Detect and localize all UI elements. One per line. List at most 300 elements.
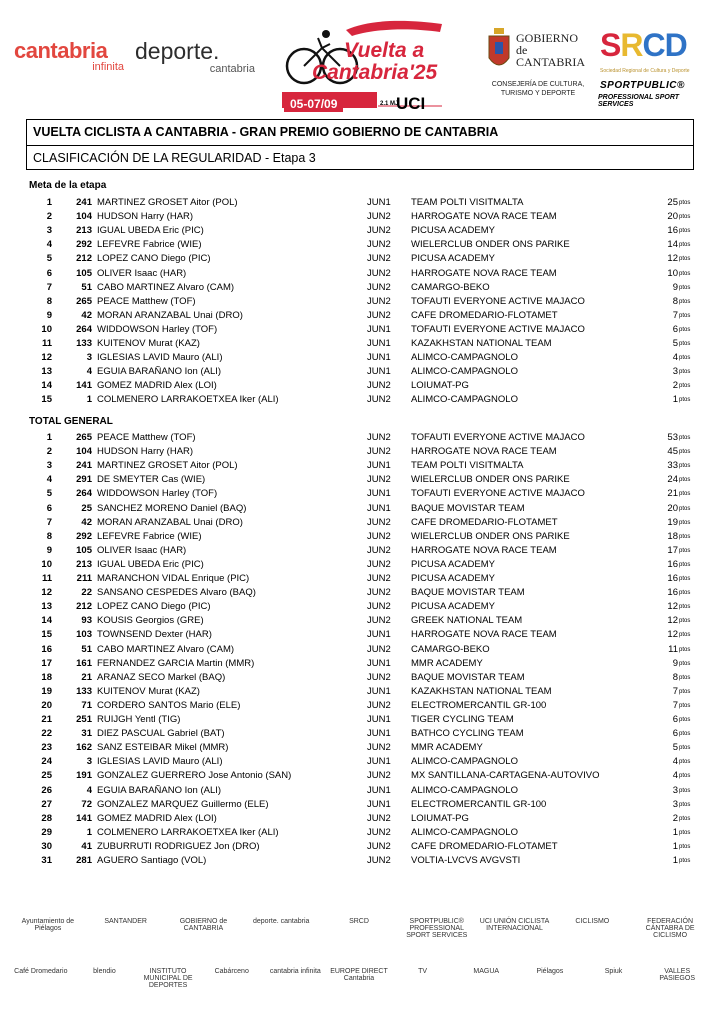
general-section-title: TOTAL GENERAL	[29, 416, 113, 427]
srcd-subtitle: Sociedad Regional de Cultura y Deporte	[600, 68, 690, 74]
position-cell: 8	[46, 295, 52, 307]
points-unit: ptos	[679, 561, 691, 568]
points-cell: 3	[672, 366, 678, 378]
team-name-cell: HARROGATE NOVA RACE TEAM	[411, 629, 557, 641]
document-title: VUELTA CICLISTA A CANTABRIA - GRAN PREMIO GOBIERNO DE CANTABRIA	[27, 120, 693, 146]
vuelta-title-line2: Cantabria'25	[312, 61, 438, 84]
category-cell: JUN2	[367, 211, 391, 223]
team-name-cell: LOIUMAT-PG	[411, 812, 469, 824]
points-unit: ptos	[679, 242, 691, 249]
team-name-cell: HARROGATE NOVA RACE TEAM	[411, 211, 557, 223]
bib-number-cell: 104	[76, 211, 92, 223]
points-cell: 5	[672, 742, 678, 754]
points-unit: ptos	[679, 745, 691, 752]
category-cell: JUN2	[367, 309, 391, 321]
position-cell: 7	[46, 281, 52, 293]
bib-number-cell: 93	[81, 615, 92, 627]
rider-name-cell: GONZALEZ MARQUEZ Guillermo (ELE)	[97, 798, 269, 810]
rider-name-cell: LEFEVRE Fabrice (WIE)	[97, 530, 202, 542]
result-row	[0, 238, 724, 252]
rider-name-cell: DIEZ PASCUAL Gabriel (BAT)	[97, 728, 225, 740]
position-cell: 8	[46, 530, 52, 542]
team-name-cell: KAZAKHSTAN NATIONAL TEAM	[411, 338, 552, 349]
rider-name-cell: RUIJGH Yentl (TIG)	[97, 714, 181, 725]
document-subtitle: CLASIFICACIÓN DE LA REGULARIDAD - Etapa 3	[33, 151, 316, 165]
points-unit: ptos	[679, 632, 691, 639]
rider-name-cell: COLMENERO LARRAKOETXEA Iker (ALI)	[97, 394, 279, 406]
points-cell: 19	[667, 516, 678, 528]
team-name-cell: WIELERCLUB ONDER ONS PARIKE	[411, 530, 570, 542]
points-cell: 2	[672, 380, 678, 392]
points-cell: 18	[667, 530, 678, 542]
bib-number-cell: 4	[86, 784, 92, 796]
result-row	[0, 365, 724, 379]
rider-name-cell: LEFEVRE Fabrice (WIE)	[97, 239, 202, 251]
position-cell: 5	[46, 253, 52, 265]
rider-name-cell: SANZ ESTEIBAR Mikel (MMR)	[97, 742, 229, 754]
team-name-cell: ALIMCO-CAMPAGNOLO	[411, 784, 518, 796]
position-cell: 28	[41, 812, 52, 824]
bib-number-cell: 25	[81, 502, 92, 514]
result-row	[0, 643, 724, 657]
points-unit: ptos	[679, 843, 691, 850]
category-cell: JUN2	[367, 601, 391, 613]
position-cell: 29	[41, 826, 52, 838]
position-cell: 11	[41, 338, 52, 349]
position-cell: 6	[46, 502, 52, 514]
team-name-cell: MX SANTILLANA-CARTAGENA-AUTOVIVO	[411, 770, 600, 782]
category-cell: JUN1	[367, 323, 391, 335]
position-cell: 3	[46, 460, 52, 472]
rider-name-cell: OLIVER Isaac (HAR)	[97, 267, 187, 279]
position-cell: 9	[46, 309, 52, 321]
category-cell: JUN1	[367, 502, 391, 514]
team-name-cell: WIELERCLUB ONDER ONS PARIKE	[411, 239, 570, 251]
team-name-cell: HARROGATE NOVA RACE TEAM	[411, 446, 557, 458]
category-cell: JUN2	[367, 573, 391, 584]
points-cell: 9	[672, 281, 678, 293]
points-unit: ptos	[679, 660, 691, 667]
points-unit: ptos	[679, 717, 691, 723]
team-name-cell: HARROGATE NOVA RACE TEAM	[411, 267, 557, 279]
team-name-cell: TEAM POLTI VISITMALTA	[411, 460, 524, 472]
team-name-cell: ALIMCO-CAMPAGNOLO	[411, 366, 518, 378]
position-cell: 5	[46, 488, 52, 500]
race-dates: 05-07/09	[284, 96, 343, 112]
points-unit: ptos	[679, 533, 691, 540]
position-cell: 30	[41, 840, 52, 852]
points-unit: ptos	[679, 519, 691, 526]
sponsor-logo: blendio	[93, 968, 116, 975]
points-unit: ptos	[679, 369, 691, 376]
position-cell: 23	[41, 742, 52, 754]
rider-name-cell: AGUERO Santiago (VOL)	[97, 855, 207, 866]
result-row	[0, 600, 724, 614]
result-row	[0, 657, 724, 671]
category-cell: JUN2	[367, 826, 391, 838]
points-unit: ptos	[679, 829, 691, 836]
bib-number-cell: 133	[76, 338, 92, 349]
category-cell: JUN2	[367, 544, 391, 556]
bib-number-cell: 291	[76, 474, 92, 486]
points-cell: 16	[667, 225, 678, 237]
points-cell: 7	[672, 685, 678, 697]
position-cell: 13	[41, 601, 52, 613]
category-cell: JUN2	[367, 295, 391, 307]
points-cell: 12	[667, 253, 678, 265]
bib-number-cell: 281	[76, 855, 92, 866]
sportpublic-logo-text: SPORTPUBLIC®	[600, 80, 685, 91]
result-row	[0, 826, 724, 840]
team-name-cell: LOIUMAT-PG	[411, 380, 469, 392]
infinita-logo-text: infinita	[92, 61, 124, 73]
bib-number-cell: 265	[76, 295, 92, 307]
sponsor-logo: Cabárceno	[214, 968, 249, 975]
bib-number-cell: 141	[76, 812, 92, 824]
result-row	[0, 572, 724, 586]
bib-number-cell: 133	[76, 685, 92, 697]
points-unit: ptos	[679, 270, 691, 277]
rider-name-cell: TOWNSEND Dexter (HAR)	[97, 629, 212, 641]
title-box	[26, 119, 694, 170]
points-cell: 53	[667, 432, 678, 443]
team-name-cell: TEAM POLTI VISITMALTA	[411, 197, 524, 208]
rider-name-cell: SANCHEZ MORENO Daniel (BAQ)	[97, 502, 247, 514]
result-row	[0, 784, 724, 798]
category-cell: JUN1	[367, 366, 391, 378]
category-cell: JUN2	[367, 239, 391, 251]
bib-number-cell: 265	[76, 432, 92, 443]
points-cell: 20	[667, 211, 678, 223]
team-name-cell: TOFAUTI EVERYONE ACTIVE MAJACO	[411, 295, 585, 307]
result-row	[0, 713, 724, 727]
result-row	[0, 544, 724, 558]
points-cell: 8	[672, 671, 678, 683]
points-cell: 6	[672, 714, 678, 725]
points-cell: 11	[668, 643, 678, 655]
vuelta-title-line1: Vuelta a	[344, 39, 425, 62]
team-name-cell: WIELERCLUB ONDER ONS PARIKE	[411, 474, 570, 486]
category-cell: JUN2	[367, 530, 391, 542]
points-unit: ptos	[679, 284, 691, 291]
category-cell: JUN1	[367, 798, 391, 810]
rider-name-cell: IGLESIAS LAVID Mauro (ALI)	[97, 352, 223, 364]
category-cell: JUN2	[367, 840, 391, 852]
points-cell: 16	[667, 587, 678, 599]
points-cell: 1	[672, 855, 678, 866]
points-unit: ptos	[679, 787, 691, 794]
result-row	[0, 267, 724, 281]
points-unit: ptos	[679, 477, 691, 484]
points-cell: 10	[667, 267, 678, 279]
team-name-cell: ALIMCO-CAMPAGNOLO	[411, 756, 518, 768]
position-cell: 10	[41, 323, 52, 335]
bib-number-cell: 105	[76, 544, 92, 556]
result-row	[0, 671, 724, 685]
result-row	[0, 628, 724, 642]
position-cell: 1	[46, 432, 52, 443]
rider-name-cell: GOMEZ MADRID Alex (LOI)	[97, 812, 217, 824]
team-name-cell: HARROGATE NOVA RACE TEAM	[411, 544, 557, 556]
points-unit: ptos	[679, 773, 691, 780]
cantabria-logo-text: cantabria	[14, 38, 108, 63]
points-cell: 17	[667, 544, 678, 556]
points-cell: 12	[667, 601, 678, 613]
sponsor-logo: UCI UNIÓN CICLISTA INTERNACIONAL	[479, 918, 550, 932]
category-cell: JUN1	[367, 784, 391, 796]
result-row	[0, 224, 724, 238]
rider-name-cell: HUDSON Harry (HAR)	[97, 211, 194, 223]
result-row	[0, 281, 724, 295]
points-unit: ptos	[679, 383, 691, 390]
position-cell: 15	[41, 629, 52, 641]
category-cell: JUN2	[367, 587, 391, 599]
bib-number-cell: 31	[81, 728, 92, 740]
bib-number-cell: 191	[76, 770, 92, 782]
bib-number-cell: 105	[76, 267, 92, 279]
points-unit: ptos	[679, 228, 691, 235]
category-cell: JUN2	[367, 474, 391, 486]
bib-number-cell: 264	[76, 323, 92, 335]
result-row	[0, 502, 724, 516]
team-name-cell: CAMARGO-BEKO	[411, 281, 490, 293]
rider-name-cell: GONZALEZ GUERRERO Jose Antonio (SAN)	[97, 770, 292, 782]
result-row	[0, 351, 724, 365]
rider-name-cell: LOPEZ CANO Diego (PIC)	[97, 601, 211, 613]
position-cell: 2	[46, 446, 52, 458]
points-unit: ptos	[679, 815, 691, 822]
team-name-cell: TOFAUTI EVERYONE ACTIVE MAJACO	[411, 488, 585, 500]
rider-name-cell: WIDDOWSON Harley (TOF)	[97, 323, 218, 335]
sportpublic-services-text: PROFESSIONAL SPORT SERVICES	[598, 94, 680, 108]
result-row	[0, 445, 724, 459]
result-row	[0, 473, 724, 487]
team-name-cell: MMR ACADEMY	[411, 742, 483, 754]
category-cell: JUN2	[367, 281, 391, 293]
points-unit: ptos	[679, 312, 691, 319]
points-cell: 1	[672, 840, 678, 852]
category-cell: JUN2	[367, 671, 391, 683]
team-name-cell: CAFE DROMEDARIO-FLOTAMET	[411, 309, 558, 321]
points-cell: 6	[672, 728, 678, 740]
points-unit: ptos	[679, 326, 691, 333]
rider-name-cell: KUITENOV Murat (KAZ)	[97, 685, 200, 697]
category-cell: JUN2	[367, 267, 391, 279]
position-cell: 4	[46, 239, 52, 251]
points-unit: ptos	[679, 702, 691, 709]
result-row	[0, 252, 724, 266]
sponsor-logo: Café Dromedario	[14, 968, 68, 975]
rider-name-cell: COLMENERO LARRAKOETXEA Iker (ALI)	[97, 826, 279, 838]
points-unit: ptos	[679, 449, 691, 456]
sponsor-logo: cantabria infinita	[269, 968, 321, 975]
bib-number-cell: 161	[76, 657, 92, 669]
uci-logo-text: UCI	[396, 94, 426, 113]
points-cell: 5	[672, 338, 678, 349]
bib-number-cell: 42	[81, 516, 92, 528]
bib-number-cell: 292	[76, 239, 92, 251]
sponsor-logo: deporte. cantabria	[252, 918, 310, 925]
result-row	[0, 295, 724, 309]
points-unit: ptos	[679, 674, 691, 681]
result-row	[0, 840, 724, 854]
points-cell: 16	[667, 573, 678, 584]
team-name-cell: CAMARGO-BEKO	[411, 643, 490, 655]
sponsor-logo: TV	[418, 968, 428, 975]
position-cell: 10	[41, 558, 52, 570]
category-cell: JUN1	[367, 714, 391, 725]
points-cell: 12	[667, 629, 678, 641]
rider-name-cell: IGUAL UBEDA Eric (PIC)	[97, 225, 204, 237]
bib-number-cell: 3	[86, 352, 92, 364]
position-cell: 14	[41, 380, 52, 392]
points-cell: 4	[672, 756, 678, 768]
points-cell: 6	[672, 323, 678, 335]
category-cell: JUN1	[367, 728, 391, 740]
rider-name-cell: WIDDOWSON Harley (TOF)	[97, 488, 218, 500]
result-row	[0, 487, 724, 501]
result-row	[0, 210, 724, 224]
team-name-cell: PICUSA ACADEMY	[411, 253, 495, 265]
result-row	[0, 769, 724, 783]
vuelta-cantabria-logo	[282, 18, 447, 112]
position-cell: 20	[41, 699, 52, 711]
bib-number-cell: 212	[76, 253, 92, 265]
team-name-cell: BAQUE MOVISTAR TEAM	[411, 587, 525, 599]
result-row	[0, 741, 724, 755]
gobierno-cantabria-logo	[486, 28, 586, 108]
position-cell: 27	[41, 798, 52, 810]
team-name-cell: MMR ACADEMY	[411, 657, 483, 669]
category-cell: JUN1	[367, 685, 391, 697]
rider-name-cell: EGUIA BARAÑANO Ion (ALI)	[97, 784, 222, 796]
rider-name-cell: SANSANO CESPEDES Alvaro (BAQ)	[97, 587, 256, 599]
bib-number-cell: 22	[81, 587, 92, 599]
rider-name-cell: CABO MARTINEZ Alvaro (CAM)	[97, 643, 235, 655]
bib-number-cell: 213	[76, 558, 92, 570]
result-row	[0, 854, 724, 868]
category-cell: JUN2	[367, 643, 391, 655]
position-cell: 26	[41, 784, 52, 796]
sponsor-logo: INSTITUTO MUNICIPAL DE DEPORTES	[143, 968, 193, 989]
position-cell: 12	[41, 352, 52, 364]
category-cell: JUN1	[367, 338, 391, 349]
points-unit: ptos	[679, 547, 691, 554]
rider-name-cell: PEACE Matthew (TOF)	[97, 432, 196, 443]
bib-number-cell: 241	[76, 460, 92, 472]
result-row	[0, 614, 724, 628]
team-name-cell: TIGER CYCLING TEAM	[411, 714, 514, 725]
coat-of-arms-icon	[486, 28, 512, 74]
points-cell: 3	[672, 798, 678, 810]
bib-number-cell: 21	[81, 671, 92, 683]
category-cell: JUN2	[367, 394, 391, 406]
position-cell: 7	[46, 516, 52, 528]
category-cell: JUN2	[367, 855, 391, 866]
category-cell: JUN1	[367, 197, 391, 208]
rider-name-cell: MARTINEZ GROSET Aitor (POL)	[97, 460, 238, 472]
team-name-cell: CAFE DROMEDARIO-FLOTAMET	[411, 516, 558, 528]
points-cell: 16	[667, 558, 678, 570]
bib-number-cell: 292	[76, 530, 92, 542]
meta-section-title: Meta de la etapa	[29, 180, 107, 191]
points-cell: 20	[667, 502, 678, 514]
rider-name-cell: FERNANDEZ GARCIA Martin (MMR)	[97, 657, 255, 669]
rider-name-cell: KOUSIS Georgios (GRE)	[97, 615, 204, 627]
position-cell: 14	[41, 615, 52, 627]
result-row	[0, 685, 724, 699]
result-row	[0, 755, 724, 769]
points-unit: ptos	[679, 491, 691, 498]
points-unit: ptos	[679, 618, 691, 625]
points-unit: ptos	[679, 505, 691, 512]
gobierno-name: GOBIERNO de CANTABRIA	[516, 31, 586, 69]
category-cell: JUN2	[367, 225, 391, 237]
points-cell: 8	[672, 295, 678, 307]
rider-name-cell: OLIVER Isaac (HAR)	[97, 544, 187, 556]
category-cell: JUN2	[367, 699, 391, 711]
bib-number-cell: 251	[76, 714, 92, 725]
points-unit: ptos	[679, 214, 691, 221]
bib-number-cell: 162	[76, 742, 92, 754]
points-cell: 3	[672, 784, 678, 796]
sponsor-logo: EUROPE DIRECT Cantabria	[330, 968, 388, 982]
sponsor-logo: CICLISMO	[575, 918, 610, 925]
sponsor-logo: FEDERACIÓN CÁNTABRA DE CICLISMO	[645, 918, 695, 939]
result-row	[0, 379, 724, 393]
deporte-logo-text: deporte.	[135, 38, 220, 64]
bib-number-cell: 212	[76, 601, 92, 613]
sponsor-logo: Spiuk	[604, 968, 623, 975]
rider-name-cell: MARTINEZ GROSET Aitor (POL)	[97, 197, 238, 208]
category-cell: JUN1	[367, 629, 391, 641]
category-cell: JUN2	[367, 432, 391, 443]
team-name-cell: PICUSA ACADEMY	[411, 601, 495, 613]
team-name-cell: PICUSA ACADEMY	[411, 558, 495, 570]
rider-name-cell: CABO MARTINEZ Alvaro (CAM)	[97, 281, 235, 293]
points-cell: 1	[672, 394, 678, 406]
bib-number-cell: 71	[81, 699, 92, 711]
sponsor-logo: GOBIERNO de CANTABRIA	[179, 918, 228, 932]
result-row	[0, 798, 724, 812]
sponsor-logo: SANTANDER	[104, 918, 147, 925]
points-unit: ptos	[679, 463, 691, 470]
rider-name-cell: DE SMEYTER Cas (WIE)	[97, 474, 206, 486]
position-cell: 16	[41, 643, 52, 655]
bib-number-cell: 3	[86, 756, 92, 768]
team-name-cell: PICUSA ACADEMY	[411, 573, 495, 584]
result-row	[0, 586, 724, 600]
points-cell: 12	[667, 615, 678, 627]
points-unit: ptos	[679, 646, 691, 653]
category-cell: JUN1	[367, 352, 391, 364]
category-cell: JUN1	[367, 460, 391, 472]
points-unit: ptos	[679, 200, 691, 206]
bib-number-cell: 72	[81, 798, 92, 810]
team-name-cell: ALIMCO-CAMPAGNOLO	[411, 352, 518, 364]
points-unit: ptos	[679, 858, 691, 864]
race-class: 2.1 MJ	[380, 101, 399, 107]
position-cell: 1	[46, 197, 52, 208]
bib-number-cell: 51	[81, 281, 92, 293]
category-cell: JUN2	[367, 558, 391, 570]
result-row	[0, 812, 724, 826]
category-cell: JUN2	[367, 380, 391, 392]
rider-name-cell: IGUAL UBEDA Eric (PIC)	[97, 558, 204, 570]
rider-name-cell: GOMEZ MADRID Alex (LOI)	[97, 380, 217, 392]
category-cell: JUN2	[367, 812, 391, 824]
result-row	[0, 459, 724, 473]
